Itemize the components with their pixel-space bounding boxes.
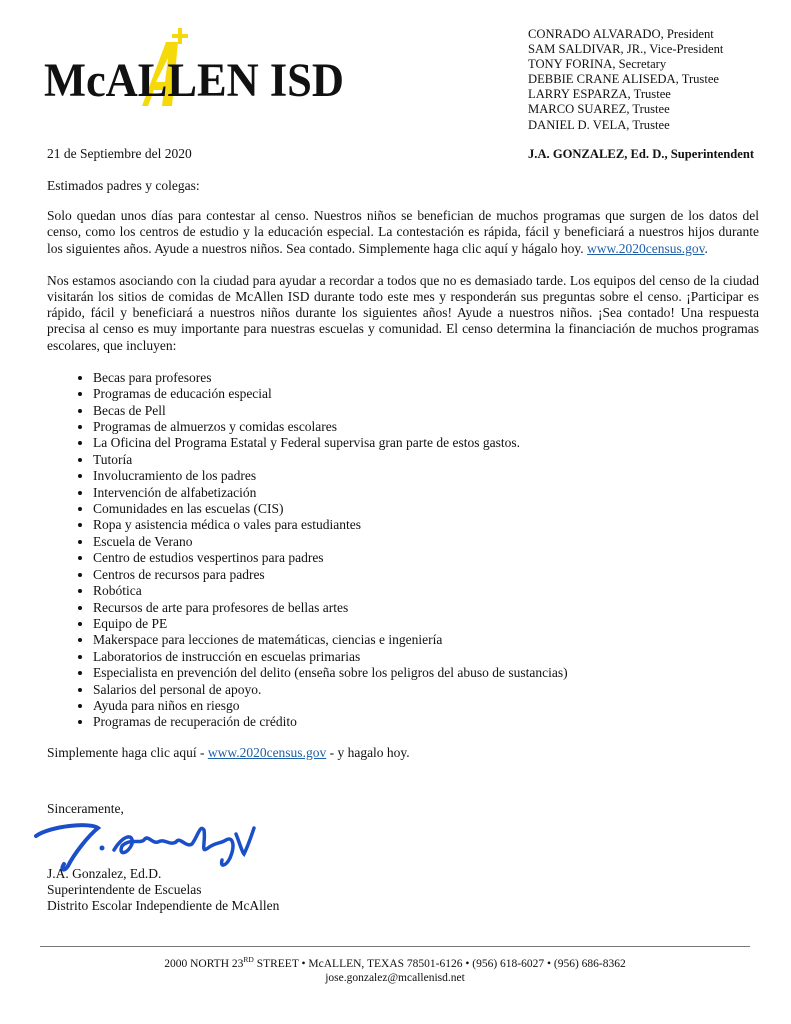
list-item: • La Oficina del Programa Estatal y Federal supervisa gran parte de estos gastos. [93,435,759,451]
superintendent-line: J.A. GONZALEZ, Ed. D., Superintendent [528,147,755,161]
programs-list [47,370,759,731]
address-part: 2000 NORTH 23 [164,957,244,970]
list-item: • Makerspace para lecciones de matemáticas, ciencias e ingeniería [93,632,759,648]
signer-name: J.A. Gonzalez, Ed.D. [47,866,162,881]
paragraph-1 [47,208,759,257]
paragraph-2: Nos estamos asociando con la ciudad para ayudar a recordar a todos que no es demasiado tarde. Los equipos del censo de la ciudad visitarán los sitios de comidas de McAllen ISD durante todo este mes y responderán sus preguntas sobre el censo. ¡Participar es rápido, fácil y beneficiará a nuestros niños durante los siguientes años! Ayude a nuestros niños. ¡Sea contado! Una respuesta precisa al censo es muy importante para nuestras escuelas y comunidad. El censo determina la financiación de muchos programas escolares, que incluyen: [47,272,759,353]
logo-text: McALLEN ISD [44,54,344,107]
footer [40,953,750,986]
letter-date: 21 de Septiembre del 2020 [47,146,192,161]
list-item: • Programas de recuperación de crédito [93,714,759,730]
census-link-2[interactable]: www.2020census.gov [207,744,327,760]
list-item: • Becas para profesores [93,370,759,386]
list-item: • Laboratorios de instrucción en escuelas primarias [93,649,759,665]
list-item: • Involucramiento de los padres [93,468,759,484]
list-item: • Comunidades en las escuelas (CIS) [93,501,759,517]
list-item: • Centro de estudios vespertinos para padres [93,550,759,566]
board-member: MARCO SUAREZ, Trustee [528,102,670,117]
footer-email: jose.gonzalez@mcallenisd.net [325,972,465,985]
list-item: • Salarios del personal de apoyo. [93,682,759,698]
period: . [704,240,708,256]
closing-line [47,745,759,761]
district-logo [44,28,364,108]
signer-title: Superintendente de Escuelas [47,882,202,898]
board-member: SAM SALDIVAR, JR., Vice-President [528,42,724,57]
list-item: • Tutoría [93,452,759,468]
list-item: • Programas de almuerzos y comidas escolares [93,419,759,435]
list-item: • Especialista en prevención del delito (enseña sobre los peligros del abuso de sustancias) [93,665,759,681]
greeting: Estimados padres y colegas: [47,178,200,193]
board-member: CONRADO ALVARADO, President [528,27,714,41]
board-member: LARRY ESPARZA, Trustee [528,87,671,102]
signer-block [47,866,279,915]
census-link[interactable]: www.2020census.gov [587,240,705,256]
list-item: • Centros de recursos para padres [93,567,759,583]
footer-divider [40,946,750,947]
list-item: • Intervención de alfabetización [93,485,759,501]
list-item: • Ayuda para niños en riesgo [93,698,759,714]
list-item: • Robótica [93,583,759,599]
board-member: DANIEL D. VELA, Trustee [528,117,670,132]
board-members [528,27,723,133]
board-member: TONY FORINA, Secretary [528,57,667,72]
list-item: • Ropa y asistencia médica o vales para estudiantes [93,517,759,533]
list-item: • Becas de Pell [93,403,759,419]
footer-address [40,953,750,971]
address-sup: RD [243,955,254,964]
list-item: • Recursos de arte para profesores de bellas artes [93,600,759,616]
list-item: • Equipo de PE [93,616,759,632]
sign-off: Sinceramente, [47,801,124,816]
letter-body [47,178,759,777]
list-item: • Programas de educación especial [93,386,759,402]
closing-after: - y hagalo hoy. [326,744,410,760]
address-part: STREET • McALLEN, TEXAS 78501-6126 • (956) 618-6027 • (956) 686-8362 [253,957,626,970]
signer-org: Distrito Escolar Independiente de McAllen [47,898,280,914]
list-item: • Escuela de Verano [93,534,759,550]
board-member: DEBBIE CRANE ALISEDA, Trustee [528,72,720,87]
paragraph-1-text: Solo quedan unos días para contestar al censo. Nuestros niños se benefician de muchos programas que surgen de los datos del censo, como los centros de estudio y la educación especial. La contestación es rápida, fácil y beneficiará a nuestros hijos durante los siguientes años. Ayude a nuestros niños. Sea contado. Simplemente haga clic aquí y hágalo hoy. [47,208,759,256]
closing-before: Simplemente haga clic aquí - [47,744,208,760]
